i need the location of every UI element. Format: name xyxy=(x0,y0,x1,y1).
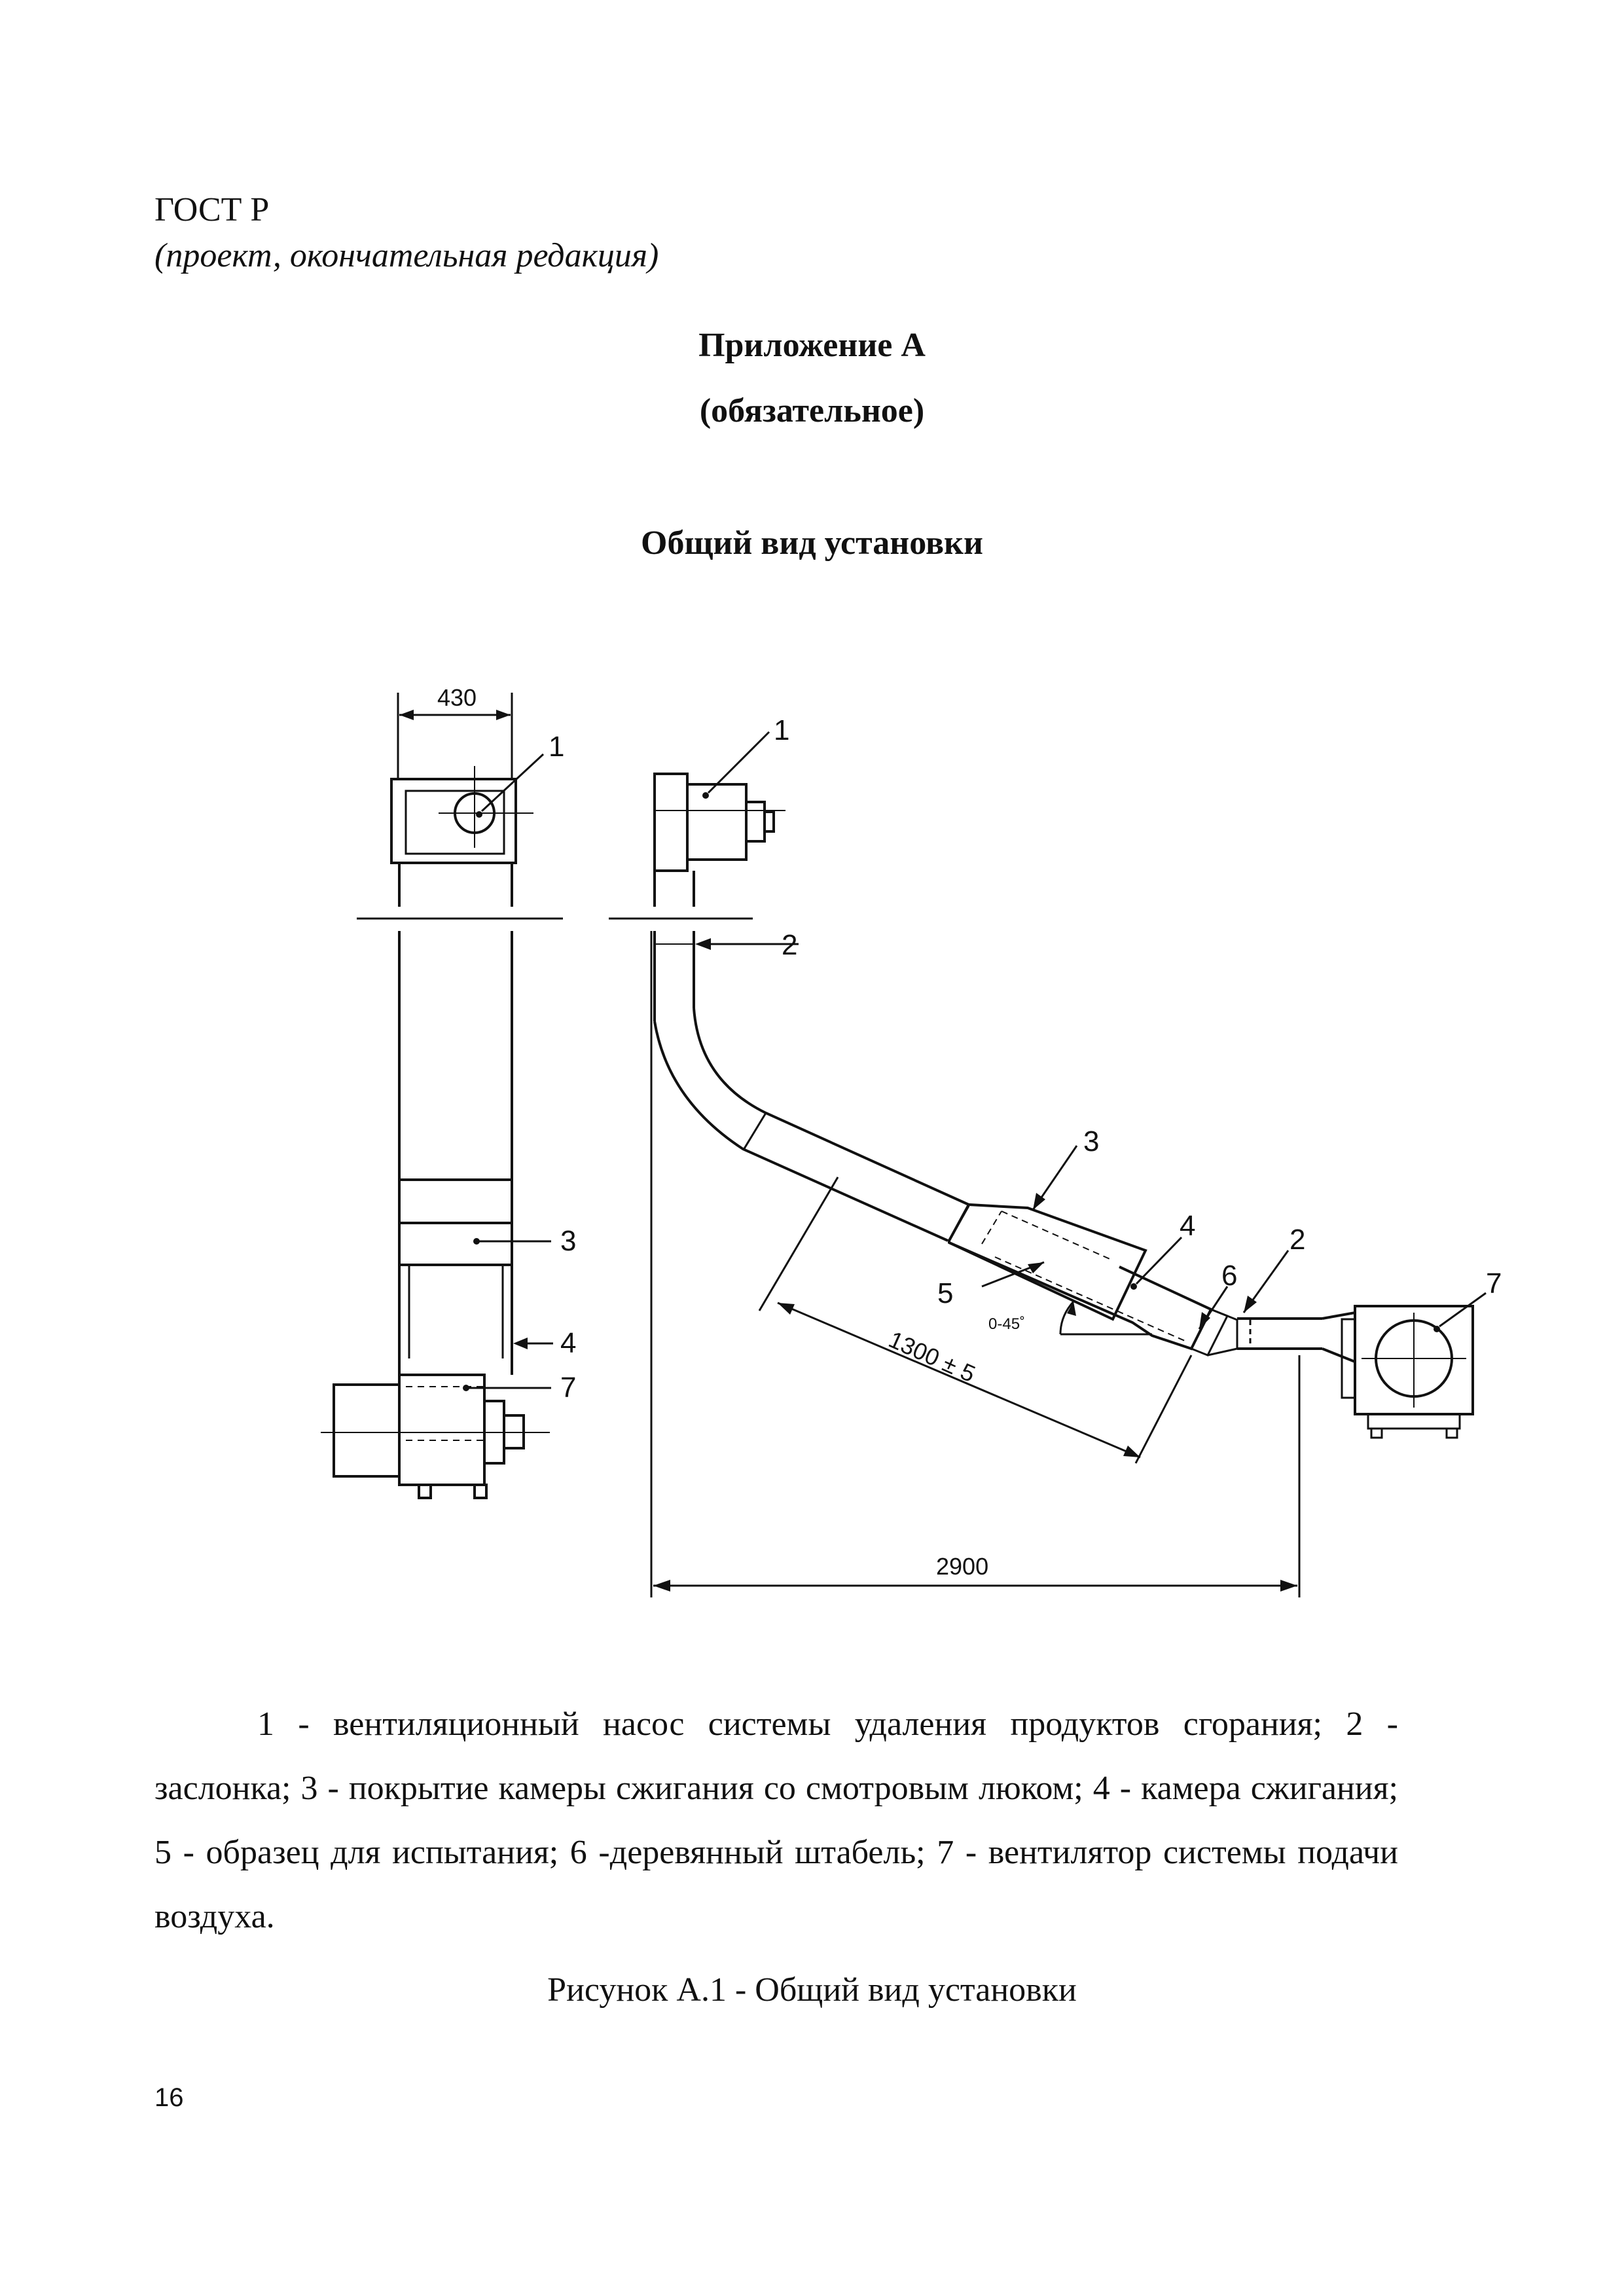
document-status: (проект, окончательная редакция) xyxy=(154,237,659,274)
dim-width-top: 430 xyxy=(437,684,477,711)
appendix-type: (обязательное) xyxy=(699,392,925,429)
callout-left-7: 7 xyxy=(560,1372,577,1404)
figure-caption: Рисунок А.1 - Общий вид установки xyxy=(547,1971,1077,2009)
figure-legend: 1 - вентиляционный насос системы удаления продуктов сгорания; 2 - заслонка; 3 - покрытие камеры сжигания со смотровым люком; 4 - камера сжигания; 5 - образец для испытания; 6 -деревянный штабель; 7 - вентилятор системы подачи воздуха. xyxy=(154,1705,1398,1935)
side-view xyxy=(609,714,1502,1597)
callout-right-6: 6 xyxy=(1221,1260,1238,1292)
appendix-label: Приложение А xyxy=(698,327,926,364)
document-code: ГОСТ Р xyxy=(154,191,270,228)
callout-left-1: 1 xyxy=(549,731,565,763)
exhaust-fan-side xyxy=(655,774,687,871)
installation-drawing xyxy=(308,674,1532,1624)
callout-left-4: 4 xyxy=(560,1327,577,1359)
callout-right-2-low: 2 xyxy=(1290,1224,1306,1256)
callout-right-1: 1 xyxy=(774,714,790,746)
callout-right-5: 5 xyxy=(937,1277,954,1309)
callout-right-7: 7 xyxy=(1486,1267,1502,1300)
callout-right-4: 4 xyxy=(1180,1210,1196,1242)
appendix-title: Общий вид установки xyxy=(641,524,983,562)
callout-right-2-top: 2 xyxy=(782,929,798,961)
dim-horizontal-length: 2900 xyxy=(936,1553,989,1580)
dim-slant-length: 1300 ± 5 xyxy=(884,1325,980,1388)
callout-right-3: 3 xyxy=(1083,1125,1100,1157)
page-number: 16 xyxy=(154,2083,184,2112)
dim-angle: 0-45˚ xyxy=(988,1315,1026,1333)
callout-left-3: 3 xyxy=(560,1225,577,1257)
front-view xyxy=(321,684,576,1498)
